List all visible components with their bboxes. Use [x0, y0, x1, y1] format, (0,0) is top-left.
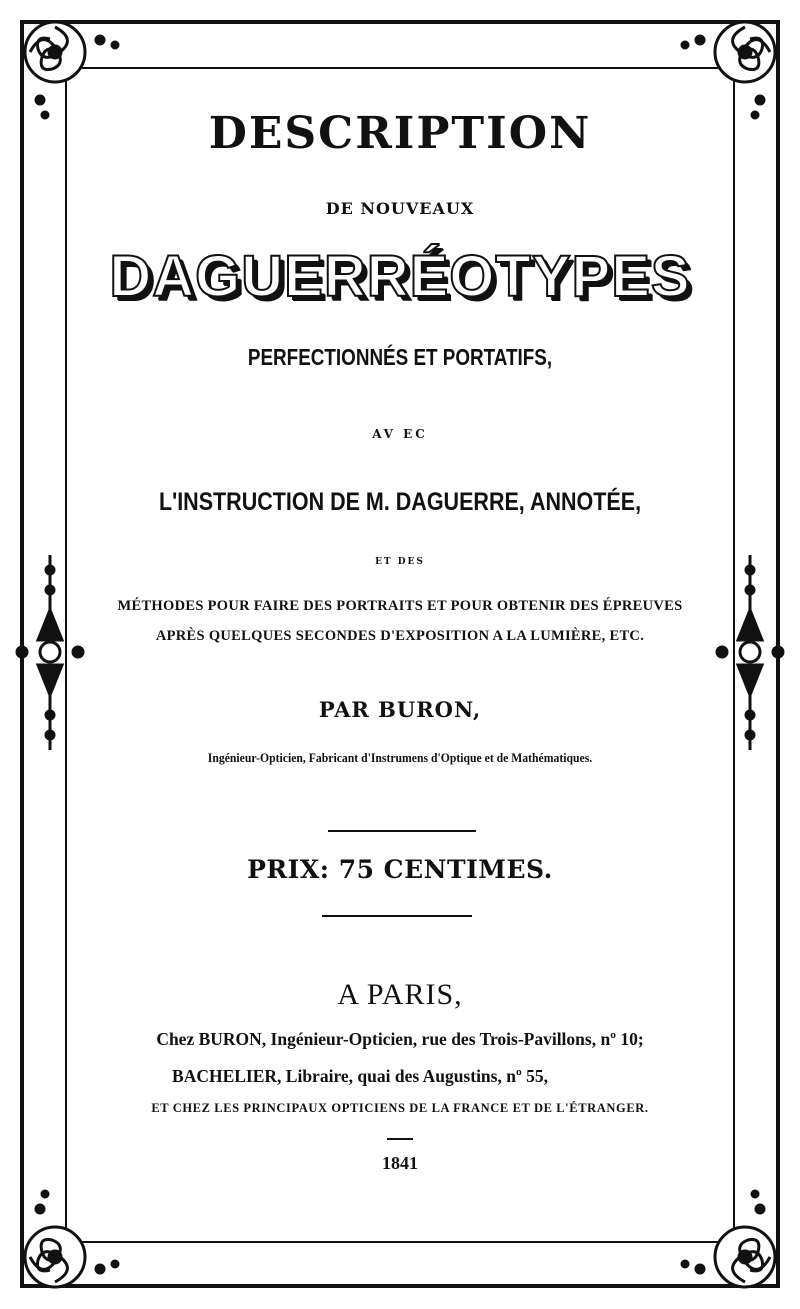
- divider-rule-lower: [322, 915, 472, 917]
- divider-rule-upper: [328, 830, 476, 832]
- methodes-line-1: MÉTHODES POUR FAIRE DES PORTRAITS ET POUR OBTENIR DES ÉPREUVES: [117, 598, 683, 614]
- qualifier-perfectionnes: PERFECTIONNÉS ET PORTATIFS,: [247, 344, 553, 370]
- address-line-1: Chez BURON, Ingénieur-Opticien, rue des Trois-Pavillons, nº 10;: [156, 1029, 644, 1049]
- city-line: A PARIS,: [337, 978, 463, 1011]
- main-title-daguerreotypes: DAGUERRÉOTYPES: [109, 244, 691, 309]
- corner-ornament-top-left: [25, 22, 118, 118]
- author-line: PAR BURON,: [318, 697, 482, 722]
- price-line: PRIX: 75 CENTIMES.: [247, 855, 553, 884]
- et-des-word: ET DES: [375, 557, 425, 567]
- methodes-line-2: APRÈS QUELQUES SECONDES D'EXPOSITION A LA LUMIÈRE, ETC.: [155, 628, 645, 644]
- publication-year: 1841: [382, 1153, 418, 1173]
- corner-ornament-bottom-right: [682, 1191, 775, 1287]
- side-ornament-right: [717, 548, 783, 750]
- distributors-line: ET CHEZ LES PRINCIPAUX OPTICIENS DE LA FRANCE ET DE L'ÉTRANGER.: [151, 1101, 649, 1115]
- corner-ornament-bottom-left: [25, 1191, 118, 1287]
- subtitle-de-nouveaux: DE NOUVEAUX: [325, 199, 475, 218]
- author-title: Ingénieur-Opticien, Fabricant d'Instrumens d'Optique et de Mathématiques.: [207, 750, 593, 765]
- instruction-line: L'INSTRUCTION DE M. DAGUERRE, ANNOTÉE,: [158, 488, 642, 516]
- title-description: DESCRIPTION: [208, 108, 592, 159]
- address-line-2: BACHELIER, Libraire, quai des Augustins, nº 55,: [172, 1066, 548, 1086]
- avec-word: AV EC: [372, 427, 428, 441]
- corner-ornament-top-right: [682, 22, 775, 118]
- year-dash: [387, 1138, 413, 1140]
- side-ornament-left: [17, 548, 83, 750]
